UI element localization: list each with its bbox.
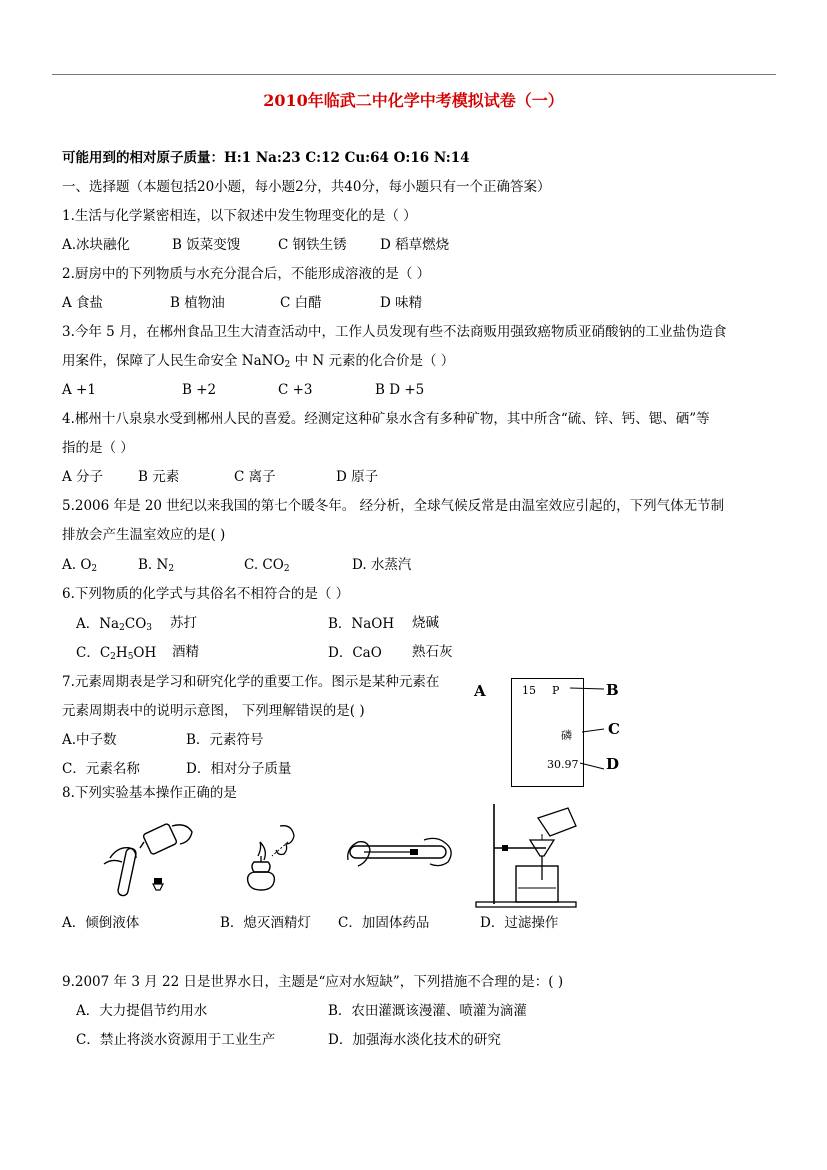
q4-stem-line2: 指的是（ ） xyxy=(62,440,134,456)
q1-stem: 1.生活与化学紧密相连，以下叙述中发生物理变化的是（ ） xyxy=(62,208,417,224)
q3-option-a[interactable]: A +1 xyxy=(62,382,96,398)
filtration-illustration xyxy=(472,800,592,910)
q6-option-d[interactable]: D．CaO xyxy=(328,645,382,661)
q3-option-b[interactable]: B +2 xyxy=(182,382,217,398)
q6-stem: 6.下列物质的化学式与其俗名不相符合的是（ ） xyxy=(62,586,350,602)
q5-option-a[interactable]: A. $O_2$ xyxy=(62,557,98,574)
q2-option-b[interactable]: B 植物油 xyxy=(170,295,225,311)
q5-stem-line1: 5.2006 年是 20 世纪以来我国的第七个暖冬年。 经分析，全球气候反常是由温室效应引起的，下列气体无节制 xyxy=(62,498,725,514)
q9-option-d[interactable]: D．加强海水淡化技术的研究 xyxy=(328,1032,501,1048)
q7-option-b[interactable]: B．元素符号 xyxy=(186,732,264,748)
q2-stem: 2.厨房中的下列物质与水充分混合后，不能形成溶液的是（ ） xyxy=(62,266,431,282)
atomic-masses: 可能用到的相对原子质量：H:1 Na:23 C:12 Cu:64 O:16 N:14 xyxy=(62,150,470,166)
q1-option-a[interactable]: A.冰块融化 xyxy=(62,237,131,253)
q6-option-d-name: 熟石灰 xyxy=(412,644,453,660)
q2-option-d[interactable]: D 味精 xyxy=(380,295,423,311)
q9-option-a[interactable]: A．大力提倡节约用水 xyxy=(76,1003,208,1019)
test-tube-illustration xyxy=(344,830,464,880)
q9-option-c[interactable]: C．禁止将淡水资源用于工业生产 xyxy=(76,1032,276,1048)
q8-option-a[interactable]: A．倾倒液体 xyxy=(62,915,140,931)
element-box-pointers xyxy=(560,680,610,780)
element-name: 磷 xyxy=(561,729,572,742)
q1-option-c[interactable]: C 钢铁生锈 xyxy=(278,237,347,253)
q2-option-c[interactable]: C 白醋 xyxy=(280,295,322,311)
q3-stem-line1: 3.今年 5 月，在郴州食品卫生大清查活动中，工作人员发现有些不法商贩用强致癌物质亚硝酸钠的工业盐伪造食 xyxy=(62,324,727,340)
q7-option-a[interactable]: A.中子数 xyxy=(62,732,117,748)
q6-option-a[interactable]: A．$Na_2CO_3$ xyxy=(76,616,152,633)
q7-option-d[interactable]: D．相对分子质量 xyxy=(186,761,292,777)
q5-stem-line2: 排放会产生温室效应的是( ) xyxy=(62,527,226,543)
q9-option-b[interactable]: B．农田灌溉该漫灌、喷灌为滴灌 xyxy=(328,1003,527,1019)
q4-option-b[interactable]: B 元素 xyxy=(138,469,180,485)
pouring-liquid-illustration xyxy=(100,818,200,898)
q5-option-b[interactable]: B. $N_2$ xyxy=(138,557,175,574)
q5-option-d[interactable]: D. 水蒸汽 xyxy=(352,557,412,573)
q8-option-b[interactable]: B．熄灭酒精灯 xyxy=(220,915,311,931)
q7-stem-line2: 元素周期表中的说明示意图， 下列理解错误的是( ) xyxy=(62,703,365,719)
q8-stem: 8.下列实验基本操作正确的是 xyxy=(62,785,237,801)
q1-option-d[interactable]: D 稻草燃烧 xyxy=(380,237,450,253)
q8-option-c[interactable]: C．加固体药品 xyxy=(338,915,430,931)
q3-stem-line2: 用案件，保障了人民生命安全 NaNO$_2$ 中 N 元素的化合价是（ ） xyxy=(62,353,455,370)
q5-option-c[interactable]: C. $CO_2$ xyxy=(244,557,290,574)
q6-option-c-name: 酒精 xyxy=(172,644,199,660)
q7-option-c[interactable]: C．元素名称 xyxy=(62,761,140,777)
alcohol-lamp-illustration xyxy=(236,820,306,900)
q4-option-c[interactable]: C 离子 xyxy=(234,469,276,485)
q2-option-a[interactable]: A 食盐 xyxy=(62,295,104,311)
header-rule xyxy=(52,74,776,75)
q4-option-a[interactable]: A 分子 xyxy=(62,469,104,485)
q3-option-d[interactable]: B D +5 xyxy=(375,382,425,398)
section-heading: 一、选择题（本题包括20小题，每小题2分，共40分，每小题只有一个正确答案） xyxy=(62,179,551,195)
q4-stem-line1: 4.郴州十八泉泉水受到郴州人民的喜爱。经测定这种矿泉水含有多种矿物，其中所含“硫、锌、钙、锶、硒”等 xyxy=(62,411,710,427)
q6-option-c[interactable]: C．$C_2H_5OH$ xyxy=(76,645,157,662)
q3-option-c[interactable]: C +3 xyxy=(278,382,313,398)
q9-stem: 9.2007 年 3 月 22 日是世界水日，主题是“应对水短缺”，下列措施不合理的是：( ) xyxy=(62,974,564,990)
element-number: 15 xyxy=(522,684,536,697)
element-mass: 30.97 xyxy=(547,758,579,771)
q1-option-b[interactable]: B 饭菜变馊 xyxy=(172,237,241,253)
q7-stem-line1: 7.元素周期表是学习和研究化学的重要工作。图示是某种元素在 xyxy=(62,674,440,690)
page-title: 2010年临武二中化学中考模拟试卷（一） xyxy=(263,91,564,110)
figure-label-d: D xyxy=(606,755,620,773)
q6-option-b[interactable]: B．NaOH xyxy=(328,616,395,632)
element-symbol: P xyxy=(552,684,560,697)
q8-option-d[interactable]: D．过滤操作 xyxy=(480,915,559,931)
q6-option-b-name: 烧碱 xyxy=(412,615,439,631)
figure-label-a: A xyxy=(474,682,486,700)
figure-label-c: C xyxy=(608,720,620,738)
q6-option-a-name: 苏打 xyxy=(170,615,197,631)
q4-option-d[interactable]: D 原子 xyxy=(336,469,379,485)
figure-label-b: B xyxy=(606,681,619,699)
